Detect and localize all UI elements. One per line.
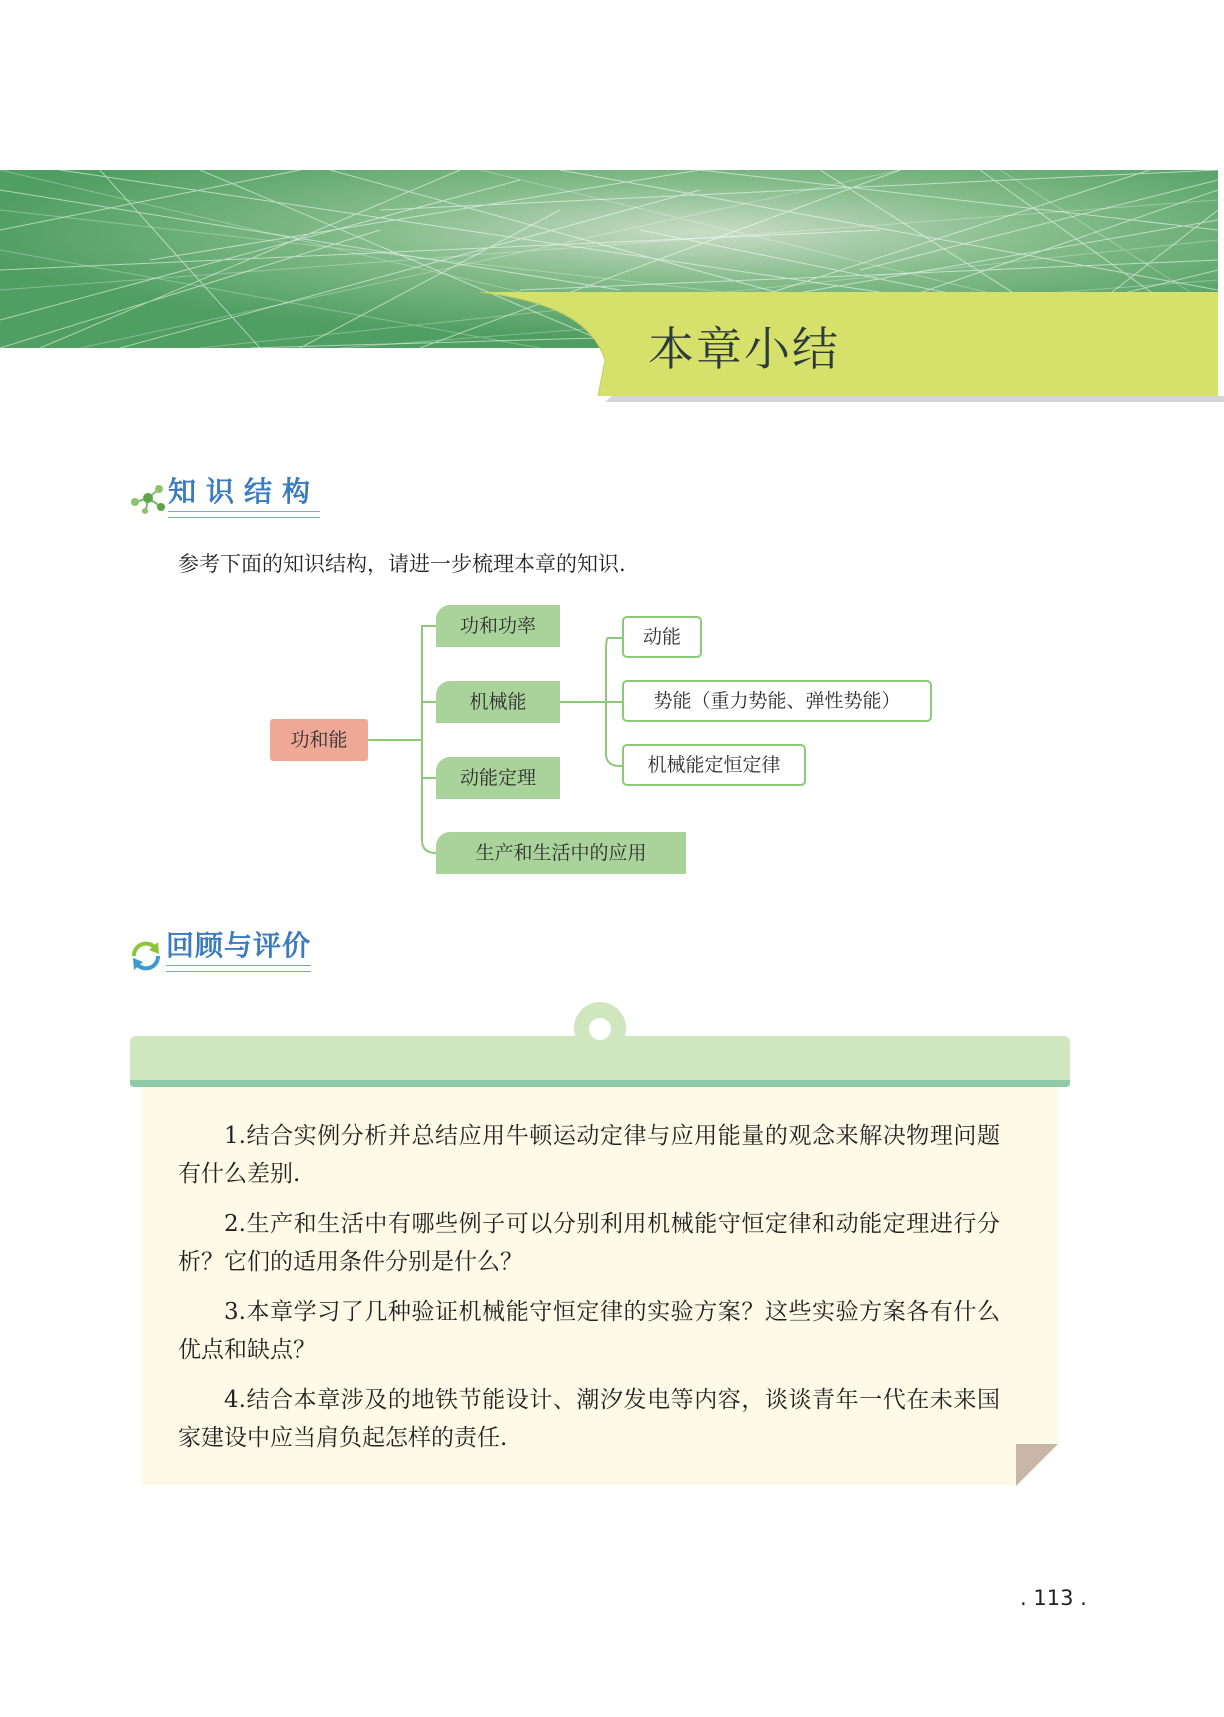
question-number: 4. xyxy=(224,1387,246,1413)
page-number: . 113 . xyxy=(1020,1586,1087,1610)
molecule-icon xyxy=(128,480,168,516)
review-board-stripe xyxy=(130,1080,1070,1087)
chapter-title: 本章小结 xyxy=(648,322,840,376)
question-number: 3. xyxy=(224,1299,246,1325)
section-heading-knowledge xyxy=(168,472,320,512)
review-question-4 xyxy=(178,1381,1000,1457)
review-question-2 xyxy=(178,1205,1000,1281)
question-text: 结合本章涉及的地铁节能设计、潮汐发电等内容，谈谈青年一代在未来国家建设中应当肩负起怎样的责任. xyxy=(178,1387,1000,1451)
mind-map-branch-kinetic-theorem: 动能定理 xyxy=(436,757,560,799)
review-question-3 xyxy=(178,1293,1000,1369)
mind-map-leaf-conservation: 机械能定恒定律 xyxy=(622,744,806,786)
question-number: 2. xyxy=(224,1211,246,1237)
section-heading-review xyxy=(166,926,311,966)
refresh-cycle-icon xyxy=(128,938,164,974)
mind-map-branch-work-power: 功和功率 xyxy=(436,605,560,647)
chapter-title-tab xyxy=(0,0,1224,420)
section-heading-review-text: 回顾与评价 xyxy=(166,929,312,962)
question-text: 生产和生活中有哪些例子可以分别利用机械能守恒定律和动能定理进行分析？它们的适用条件分别是什么？ xyxy=(178,1211,1000,1275)
page-curl-corner-icon xyxy=(1016,1444,1058,1486)
intro-text: 参考下面的知识结构，请进一步梳理本章的知识. xyxy=(178,552,626,576)
mind-map-branch-mechanical-energy: 机械能 xyxy=(436,681,560,723)
mind-map-leaf-potential-energy: 势能（重力势能、弹性势能） xyxy=(622,680,932,722)
question-text: 结合实例分析并总结应用牛顿运动定律与应用能量的观念来解决物理问题有什么差别. xyxy=(178,1123,1000,1187)
mind-map-branch-applications: 生产和生活中的应用 xyxy=(436,832,686,874)
mind-map-leaf-kinetic-energy: 动能 xyxy=(622,616,702,658)
section-heading-knowledge-text: 知识结构 xyxy=(168,475,321,508)
question-text: 本章学习了几种验证机械能守恒定律的实验方案？这些实验方案各有什么优点和缺点？ xyxy=(178,1299,1000,1363)
question-number: 1. xyxy=(224,1123,246,1149)
board-hook-hole xyxy=(589,1018,611,1040)
mind-map-root: 功和能 xyxy=(270,719,368,761)
review-question-1 xyxy=(178,1117,1000,1193)
